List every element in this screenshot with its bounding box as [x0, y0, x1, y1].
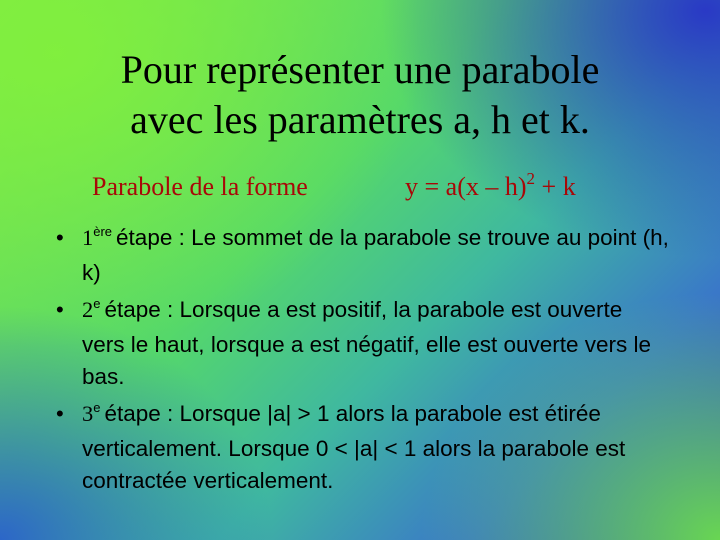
bullet-icon: •: [56, 297, 64, 322]
bullet-icon: •: [56, 401, 64, 426]
step-text: étape : Lorsque |a| > 1 alors la parabole est étirée verticalement. Lorsque 0 < |a| < 1 alors la parabole est contractée verticalement.: [82, 401, 626, 493]
step-ordinal: e: [93, 400, 101, 415]
parabola-formula: [405, 170, 576, 207]
slide-title: [60, 45, 660, 145]
formula-label: Parabole de la forme: [92, 172, 308, 201]
step-number: 2: [82, 297, 94, 322]
title-line-1: Pour représenter une parabole: [120, 47, 600, 92]
list-item: [50, 222, 670, 289]
formula-expr-end: + k: [535, 172, 576, 201]
formula-exponent: 2: [526, 169, 536, 188]
list-item: [50, 398, 670, 497]
formula-expr-start: y = a(x – h): [405, 172, 527, 201]
step-text: étape : Le sommet de la parabole se trouve au point (h, k): [82, 225, 669, 285]
step-number: 1: [82, 225, 94, 250]
step-text: étape : Lorsque a est positif, la parabole est ouverte vers le haut, lorsque a est négatif, elle est ouverte vers le bas.: [82, 297, 652, 389]
step-ordinal: e: [93, 296, 101, 311]
title-line-2: avec les paramètres a, h et k.: [130, 97, 590, 142]
bullet-icon: •: [56, 225, 64, 250]
steps-list: [50, 222, 670, 502]
step-ordinal: ère: [93, 224, 113, 239]
list-item: [50, 294, 670, 393]
step-number: 3: [82, 401, 94, 426]
